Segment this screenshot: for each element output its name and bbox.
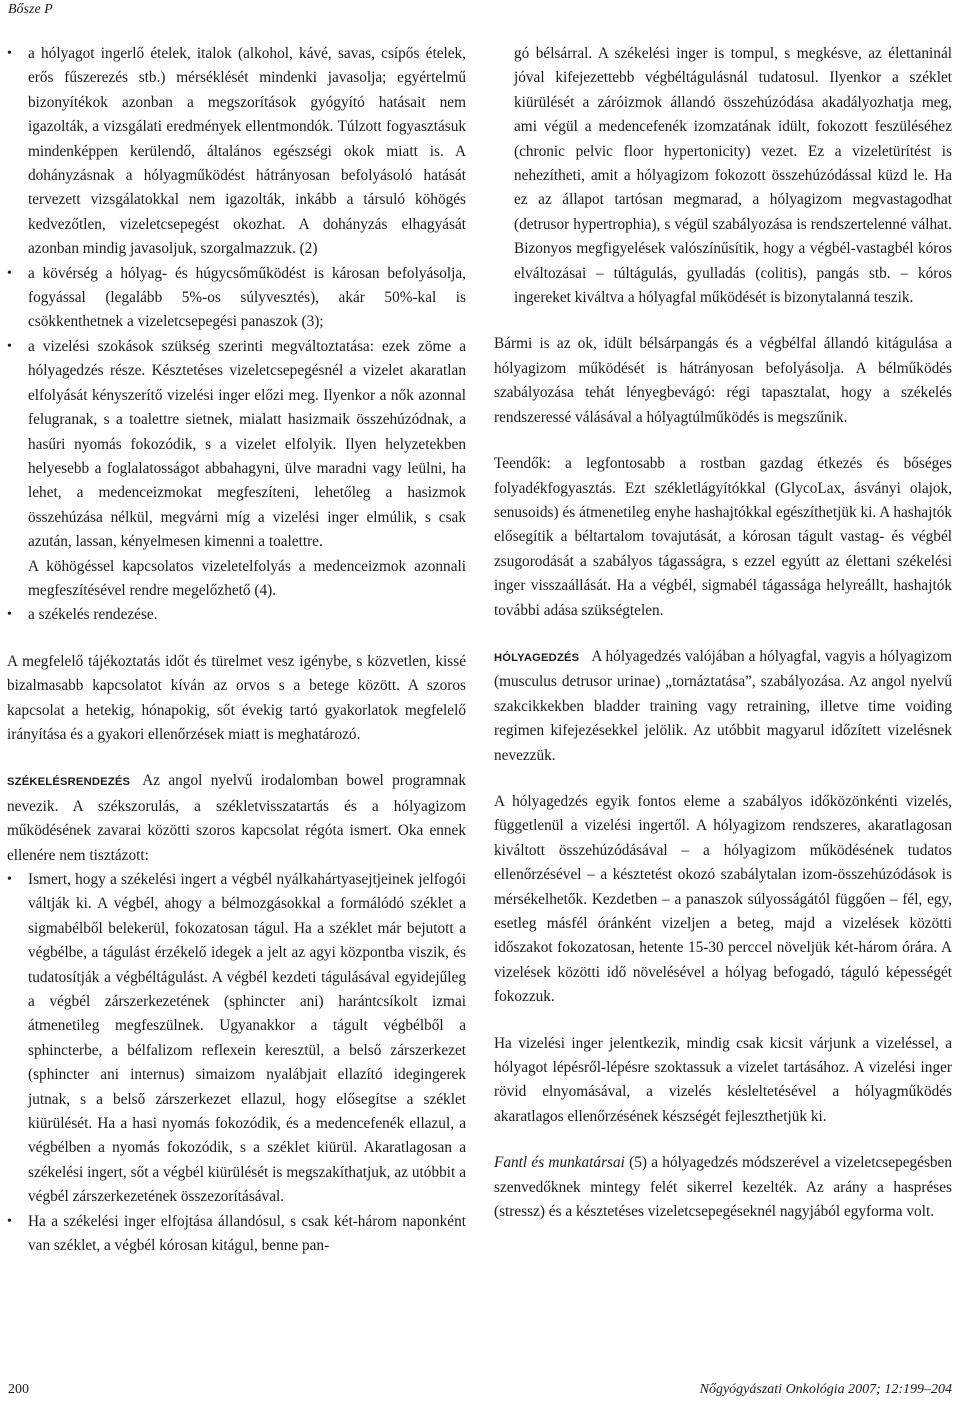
- spacer: [494, 768, 952, 790]
- page-number: 200: [8, 1382, 29, 1397]
- bullet-list-bottom: [7, 868, 466, 1259]
- right-column: [494, 42, 952, 1224]
- bullet-item: • a hólyagot ingerlő ételek, italok (alkohol, kávé, savas, csípős ételek, erős fűszerezés stb.) mérséklését mindenki javasolja; egyértelmű bizonyítékok azonban a megszorítások gyógyító hatásait nem igazolták, a vizsgálati eredmények ellentmondók. Túlzott fogyasztásuk mindenképpen kerülendő, általános egészségi okok miatt is. A dohányzásnak a hólyagműködést hátrányosan befolyásoló hatását tervezett vizsgálatokkal nem igazolták, inkább a társuló köhögés kedvezőtlen, vizeletcsepegést okozhat. A dohányzás elhagyását azonban mindig javasoljuk, szorgalmazzuk. (2): [7, 42, 466, 262]
- bullet-item: • a székelés rendezése.: [7, 603, 466, 627]
- section-holyagedzes: [494, 645, 952, 768]
- paragraph-training: A hólyagedzés egyik fontos eleme a szabályos időközönkénti vizelés, függetlenül a vizelési ingertől. A hólyagizom rendszeres, akaratlagosan kiváltott összehúzódásával – a hólyagizom működésének tudatos ellenőrzésével – a késztetést okozó szabálytalan izom-összehúzódások is mérsékelhetők. Kezdetben – a panaszok súlyosságától függően – fél, egy, esetleg másfél óránként vizeljen a beteg, majd a vizelések közötti időszakot fokozatosan, hetente 15-30 perccel növeljük két-három órára. A vizelések közötti idő növelésével a hólyag befogadó, táguló képességét fokozzuk.: [494, 792, 952, 1006]
- bullet-continuation: gó bélsárral. A székelési inger is tompul, s megkésve, az élettaninál jóval kifejezettebb végbéltágulásnál tudatosul. Ilyenkor a széklet kiürülését a záróizmok állandó összehúzódása akadályozhatja meg, ami végül a medencefenék izomzatának idült, fokozott feszüléséhez (chronic pelvic floor hypertonicity) vezet. Ez a vizeletürítést is nehezítheti, amit a hólyagizom fokozott összehúzódással küzd le. Ha ez az állapot tartósan megmarad, a hólyagizom megvastagodhat (detrusor hypertrophia), s végül szabályozása is rendszertelenné válhat. Bizonyos megfigyelések valószínűsítik, hogy a végbél-vastagbél kóros elváltozásai – túltágulás, gyulladás (colitis), pangás stb. – kóros ingereket kiváltva a hólyagfal működését is bizonytalanná teszik.: [514, 45, 952, 307]
- left-column: [7, 42, 466, 1259]
- section-heading: HÓLYAGEDZÉS: [494, 651, 580, 664]
- bullet-item: • Ismert, hogy a székelési ingert a végbél nyálkahártyasejtjeinek jelfogói váltják ki. A végbél, ahogy a bélmozgásokkal a formálódó széklet a sigmabélből belekerül, fokozatosan tágul. Ha a széklet már bejutott a végbélbe, a tágulást érzékelő idegek a jelt az agyi központba viszik, és tudatosítják a végbéltágulást. A végbél kezdeti tágulásával egyidejűleg a végbél zárszerkezetének (sphincter ani) harántcsíkolt izmai átmenetileg megfeszülnek. Ugyanakkor a tágult végbélből a sphincterbe, a bélfalizom reflexein keresztül, a belső zárszerkezet (sphincter ani internus) simaizom nyalábjait ellazító idegingerek jutnak, s a belső zárszerkezet ellazul, hogy elősegítse a széklet kiürülését. Ha a hasi nyomás fokozódik, és a medencefenék ellazul, a végbélben a nyomás fokozódik, s a széklet kiürül. Akaratlagosan a székelési ingert, sőt a végbél kiürülését is megszakíthatjuk, az utóbbit a végbél zárszerkezetének összezorításával.: [7, 868, 466, 1210]
- bullet-item: • Ha a székelési inger elfojtása állandósul, s csak két-három naponként van széklet, a végbél kórosan kitágul, benne pan-: [7, 1210, 466, 1259]
- paragraph-text: (5) a hólyagedzés módszerével a vizeletcsepegésben szenvedőknek mintegy felét sikerrel kezelték. Az arány a haspréses (stressz) és a késztetéses vizeletcsepegéseknél nagyjából egyforma volt.: [494, 1154, 952, 1221]
- journal-reference: Nőgyógyászati Onkológia 2007; 12:199–204: [699, 1382, 952, 1397]
- paragraph-tasks: Teendők: a legfontosabb a rostban gazdag étkezés és bőséges folyadékfogyasztás. Ezt székletlágyítókkal (GlycoLax, ásványi olajok, senusoids) és átmenetileg enyhe hashajtókkal egészíthetjük ki. A hashajtók elősegítik a béltartalom tovajutását, a kórosan tágult vastag- és végbél zsugorodását a szabályos tágasságra, s ezzel egyútt az élettani székelési inger visszaállását. Ha a végbél, sigmabél tágassága helyreállt, hashajtók további adása szükségtelen.: [494, 455, 952, 619]
- bullet-list-top: [7, 42, 466, 555]
- spacer: [7, 628, 466, 650]
- paragraph-information: A megfelelő tájékoztatás időt és türelmet vesz igénybe, s közvetlen, kissé bizalmasabb kapcsolatot kíván az orvos s a betege között. A szoros kapcsolat a hetekig, hónapokig, sőt évekig tartó gyakorlatok megfelelő irányítása és a gyakori ellenőrzések miatt is meghatározó.: [7, 652, 466, 743]
- section-heading: SZÉKELÉSRENDEZÉS: [7, 776, 131, 789]
- paragraph-fantl: [494, 1151, 952, 1224]
- author-citation: Fantl és munkatársai: [494, 1154, 625, 1172]
- bullet-item: • a vizelési szokások szükség szerinti megváltoztatása: ezek zöme a hólyagedzés része. Késztetéses vizeletcsepegésnél a vizelet akaratlan elfolyását kényszerítő vizelési inger előzi meg. Ilyenkor a nők azonnal felugranak, s a toalettre sietnek, mialatt hasizmaik összehúzódnak, a hasűri nyomás fokozódik, s a vizelet elfolyik. Ilyen helyzetekben helyesebb a foglalatosságot abbahagyni, ülve maradni vagy leülni, ha lehet, a medenceizmokat megfeszíteni, lehetőleg a hasizmok összehúzása nélkül, megvárni míg a vizelési inger elmúlik, s csak azután, lassan, kényelmesen kimenni a toalettre.: [7, 335, 466, 555]
- cough-note: A köhögéssel kapcsolatos vizeletelfolyás a medenceizmok azonnali megfeszítésével rendre megelőzhető (4).: [28, 557, 466, 599]
- section-szekelesrendezes: [7, 769, 466, 868]
- bullet-list-mid: [7, 603, 466, 627]
- spacer: [7, 747, 466, 769]
- bullet-item: • a kövérség a hólyag- és húgycsőműködést is károsan befolyásolja, fogyással (legalább 5%-os súlyvesztés), akár 50%-kal is csökkenthetnek a vizeletcsepegési panaszok (3);: [7, 262, 466, 335]
- section-text: A hólyagedzés valójában a hólyagfal, vagyis a hólyagizom (musculus detrusor urinae) „tornáztatása”, szabályozása. Az angol nyelvű szakcikkekben bladder training vagy retraining, illetve time voiding regimen kifejezésekkel jelölik. Az utóbbit magyarul időzített vizelésnek nevezzük.: [494, 647, 952, 764]
- spacer: [494, 430, 952, 452]
- running-head: Bősze P: [8, 2, 53, 17]
- spacer: [494, 310, 952, 332]
- spacer: [494, 1010, 952, 1032]
- section-text: Az angol nyelvű irodalomban bowel programnak nevezik. A székszorulás, a székletvisszatartás és a hólyagizom működésének zavarai közötti szoros kapcsolat régóta ismert. Oka ennek ellenére nem tisztázott:: [7, 772, 466, 864]
- spacer: [494, 623, 952, 645]
- spacer: [494, 1129, 952, 1151]
- paragraph-cause: Bármi is az ok, idült bélsárpangás és a végbélfal állandó kitágulása a hólyagizom működését is hátrányosan befolyásolja. A bélműködés szabályozása tehát lényegbevágó: régi tapasztalat, hogy a székelés rendszeressé válásával a hólyagtúlműködés is megszűnik.: [494, 335, 952, 426]
- paragraph-urge: Ha vizelési inger jelentkezik, mindig csak kicsit várjunk a vizeléssel, a hólyagot lépésről-lépésre szoktassuk a vizelet tartásához. A vizelési inger rövid elnyomásával, a vizelés késleltetésével a hólyagműködés akaratlagos ellenőrzésének készségét fejleszthetjük ki.: [494, 1034, 952, 1125]
